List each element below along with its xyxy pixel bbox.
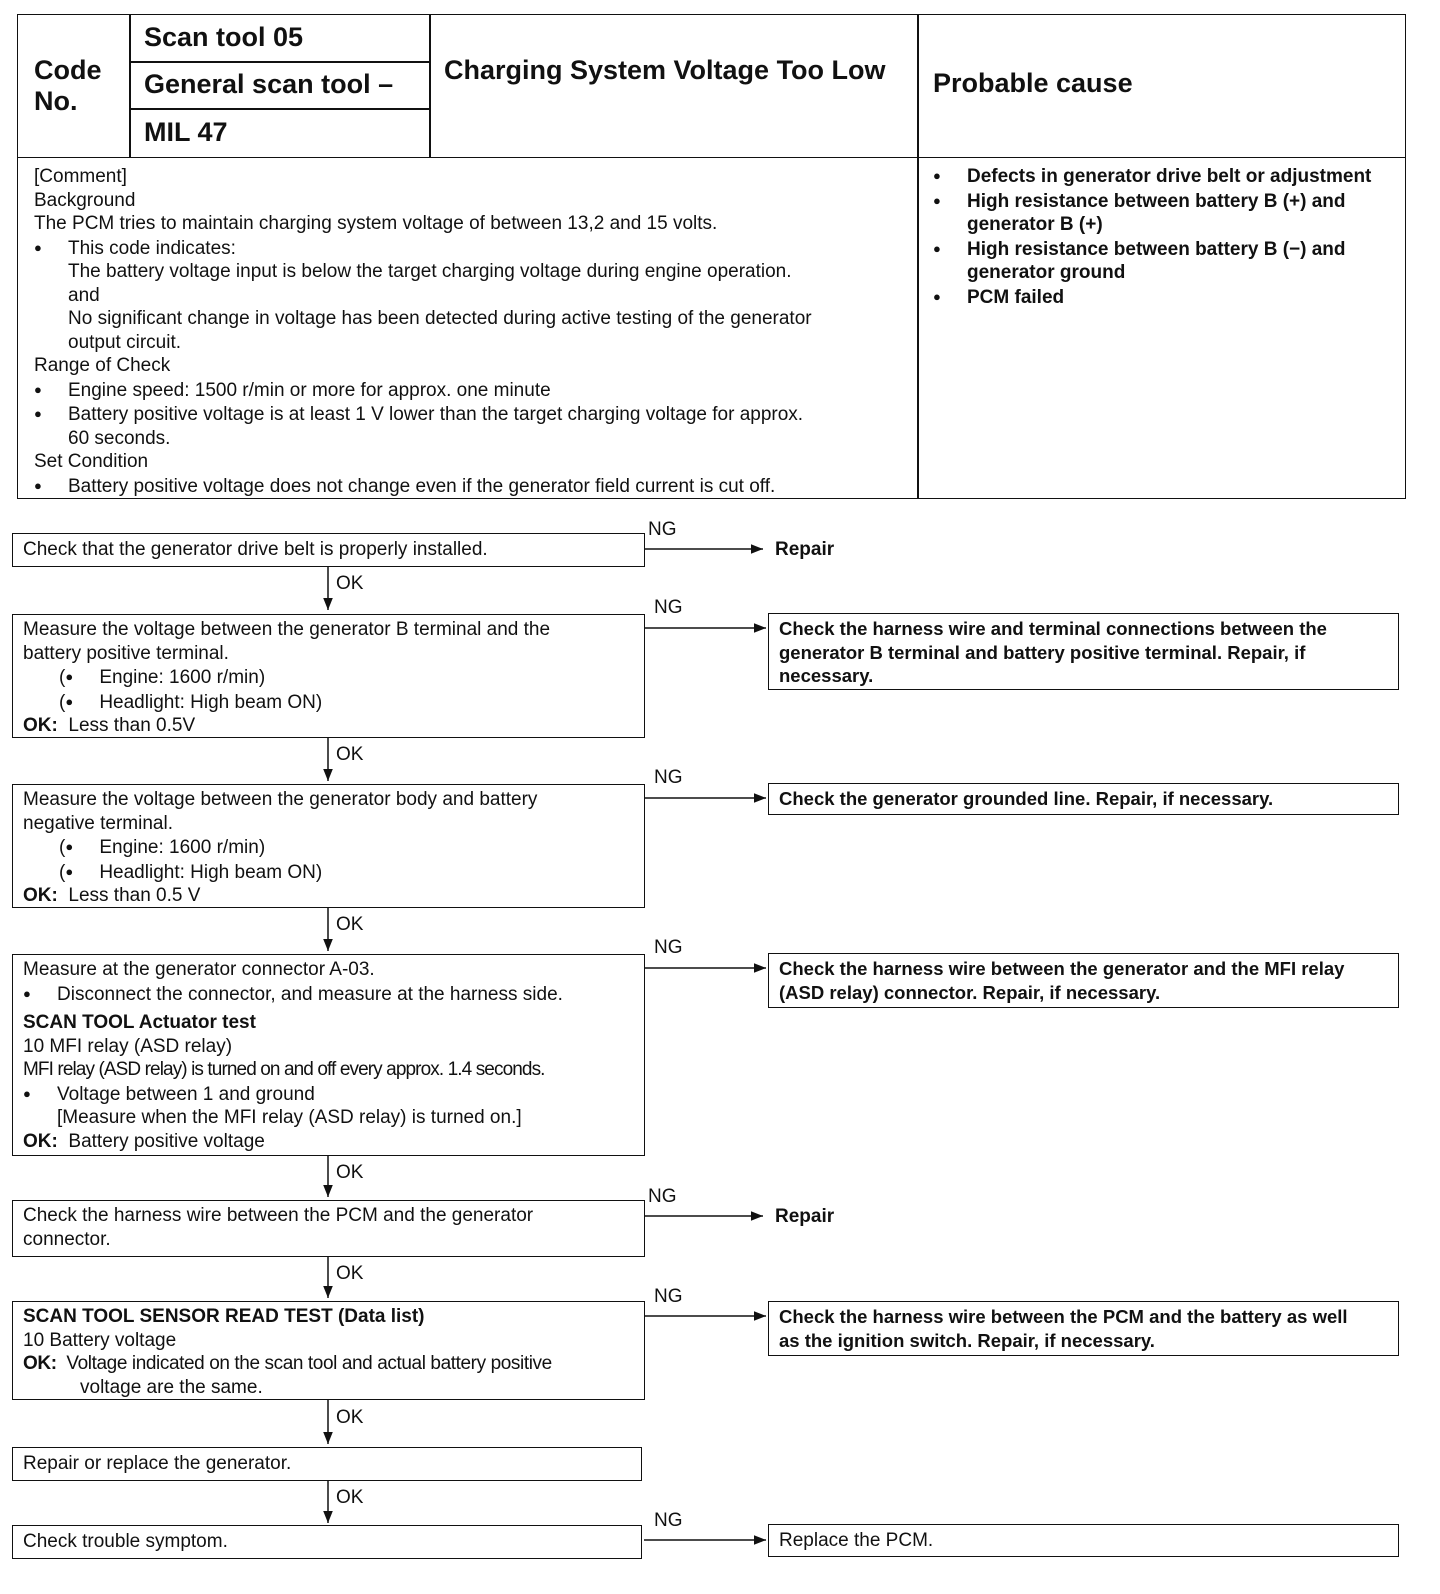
step-5-result: Repair [775, 1206, 835, 1227]
set-condition-heading: Set Condition [34, 451, 149, 472]
cause-item-2b: generator B (+) [967, 214, 1103, 235]
cause-text-4: PCM failed [967, 286, 1065, 308]
step-4-line-1: Measure at the generator connector A-03. [23, 959, 375, 980]
step-5-box [12, 1200, 645, 1257]
step-2-line-2: battery positive terminal. [23, 642, 229, 664]
cause-item-3b: generator ground [967, 262, 1126, 283]
step-2-condition-1-text: Engine: 1600 r/min) [99, 667, 266, 688]
step-2-condition-2: (● Headlight: High beam ON) [23, 690, 634, 715]
range-text-1: Engine speed: 1500 r/min or more for approx. one minute [68, 379, 551, 401]
step-3-result-box [768, 783, 1399, 815]
background-text: The PCM tries to maintain charging system voltage of between 13,2 and 15 volts. [34, 213, 718, 234]
step-3-result-line-1: Check the generator grounded line. Repair, if necessary. [779, 788, 1274, 809]
step-6-heading: SCAN TOOL SENSOR READ TEST (Data list) [23, 1306, 425, 1327]
step-5-line-1: Check the harness wire between the PCM and the generator [23, 1205, 534, 1226]
step-6-result-line-1: Check the harness wire between the PCM and the battery as well [779, 1306, 1348, 1327]
background-heading: Background [34, 189, 136, 211]
set-condition-text: Battery positive voltage does not change even if the generator field current is cut off. [68, 475, 776, 497]
step-8-result-box [768, 1524, 1399, 1557]
step-2-result-line-2: generator B terminal and battery positive terminal. Repair, if [779, 641, 1306, 663]
cause-text-2: High resistance between battery B (+) and [967, 190, 1346, 212]
step-6-result-box [768, 1301, 1399, 1356]
step-2-condition-2-text: Headlight: High beam ON) [99, 691, 323, 713]
indication-text: This code indicates: [68, 237, 236, 259]
step-6-item: 10 Battery voltage [23, 1329, 177, 1351]
step-3-line-1: Measure the voltage between the generator body and battery [23, 789, 538, 810]
step-3-condition-1: (● Engine: 1600 r/min) [23, 835, 634, 860]
cause-text-1: Defects in generator drive belt or adjustment [967, 166, 1372, 187]
ok-criterion-label: OK: [23, 1130, 58, 1152]
dtc-title: Charging System Voltage Too Low [444, 55, 886, 85]
probable-cause-title: Probable cause [933, 68, 1133, 98]
step-4-ok-value: Battery positive voltage [68, 1130, 265, 1152]
step-2-line-1: Measure the voltage between the generator B terminal and the [23, 619, 551, 640]
ng-label-2: NG [654, 597, 683, 618]
ok-label-2: OK [336, 744, 364, 765]
ok-criterion-label: OK: [23, 885, 58, 906]
indication-and: and [68, 284, 100, 306]
ng-label-3: NG [654, 767, 683, 788]
step-5-line-2: connector. [23, 1228, 111, 1250]
ng-label-4: NG [654, 937, 683, 958]
ok-label-7: OK [336, 1487, 364, 1508]
step-4-actuator-heading: SCAN TOOL Actuator test [23, 1012, 256, 1033]
step-4-bullet-2 [23, 1082, 634, 1107]
step-6-box [12, 1301, 645, 1400]
step-8-text: Check trouble symptom. [23, 1531, 228, 1552]
step-1-box [12, 533, 645, 567]
ok-label-6: OK [336, 1407, 364, 1428]
step-4-bullet-1-text: Disconnect the connector, and measure at the harness side. [57, 983, 563, 1005]
step-3-line-2: negative terminal. [23, 812, 173, 834]
ng-label-1: NG [648, 519, 677, 540]
step-2-ok-value: Less than 0.5V [68, 715, 196, 736]
step-4-actuator-desc: MFI relay (ASD relay) is turned on and off every approx. 1.4 seconds. [23, 1059, 545, 1080]
indication-line-3: output circuit. [68, 331, 181, 353]
step-8-box [12, 1525, 642, 1559]
step-4-result-line-1: Check the harness wire between the generator and the MFI relay [779, 958, 1345, 979]
step-6-ok-value: Voltage indicated on the scan tool and actual battery positive [66, 1353, 552, 1374]
step-3-condition-2-text: Headlight: High beam ON) [99, 861, 323, 883]
step-6-result-line-2: as the ignition switch. Repair, if necessary. [779, 1329, 1155, 1351]
step-3-condition-1-text: Engine: 1600 r/min) [99, 837, 266, 858]
step-4-bullet-2-text: Voltage between 1 and ground [57, 1083, 315, 1105]
step-7-box [12, 1447, 642, 1481]
scan-tool-label: Scan tool 05 [144, 22, 304, 52]
cause-text-3: High resistance between battery B (−) and [967, 238, 1346, 260]
ng-label-6: NG [654, 1286, 683, 1307]
ok-criterion-label: OK: [23, 715, 58, 736]
comment-heading: [Comment] [34, 166, 127, 187]
step-4-measure-note: [Measure when the MFI relay (ASD relay) is turned on.] [57, 1107, 522, 1128]
range-text-2b: 60 seconds. [68, 427, 171, 449]
mil-label: MIL 47 [144, 117, 228, 147]
indication-line-2: No significant change in voltage has been detected during active testing of the generator [68, 308, 812, 329]
ng-label-7: NG [654, 1510, 683, 1531]
step-6-ok [23, 1352, 634, 1376]
step-2-result-box [768, 613, 1399, 690]
code-no-label: Code No. [34, 55, 102, 116]
ok-label-4: OK [336, 1162, 364, 1183]
step-8-result-line-1: Replace the PCM. [779, 1530, 934, 1551]
step-2-result-line-3: necessary. [779, 665, 874, 686]
step-4-ok [23, 1130, 634, 1154]
step-4-actuator-item: 10 MFI relay (ASD relay) [23, 1035, 233, 1057]
step-4-result-line-2: (ASD relay) connector. Repair, if necessary. [779, 981, 1161, 1003]
step-4-box [12, 954, 645, 1156]
ok-label-1: OK [336, 573, 364, 594]
ng-label-5: NG [648, 1186, 677, 1207]
general-scan-tool-label: General scan tool – [144, 69, 394, 99]
indication-line-1: The battery voltage input is below the target charging voltage during engine operation. [68, 261, 792, 282]
step-2-box [12, 614, 645, 738]
step-2-result-line-1: Check the harness wire and terminal connections between the [779, 618, 1327, 639]
step-1-text: Check that the generator drive belt is properly installed. [23, 539, 488, 560]
step-2-ok [23, 714, 634, 738]
step-1-result: Repair [775, 539, 835, 560]
step-6-ok-value-2: voltage are the same. [80, 1376, 263, 1398]
step-4-result-box [768, 953, 1399, 1008]
step-3-condition-2: (● Headlight: High beam ON) [23, 860, 634, 885]
step-4-bullet-1 [23, 982, 634, 1007]
step-3-ok [23, 884, 634, 908]
ok-label-5: OK [336, 1263, 364, 1284]
ok-criterion-label: OK: [23, 1353, 57, 1374]
step-3-ok-value: Less than 0.5 V [68, 885, 201, 906]
range-text-2: Battery positive voltage is at least 1 V lower than the target charging voltage for approx. [68, 404, 804, 425]
ok-label-3: OK [336, 914, 364, 935]
step-7-text: Repair or replace the generator. [23, 1453, 292, 1474]
step-2-condition-1: (● Engine: 1600 r/min) [23, 665, 634, 690]
step-3-box [12, 784, 645, 908]
range-heading: Range of Check [34, 355, 171, 376]
